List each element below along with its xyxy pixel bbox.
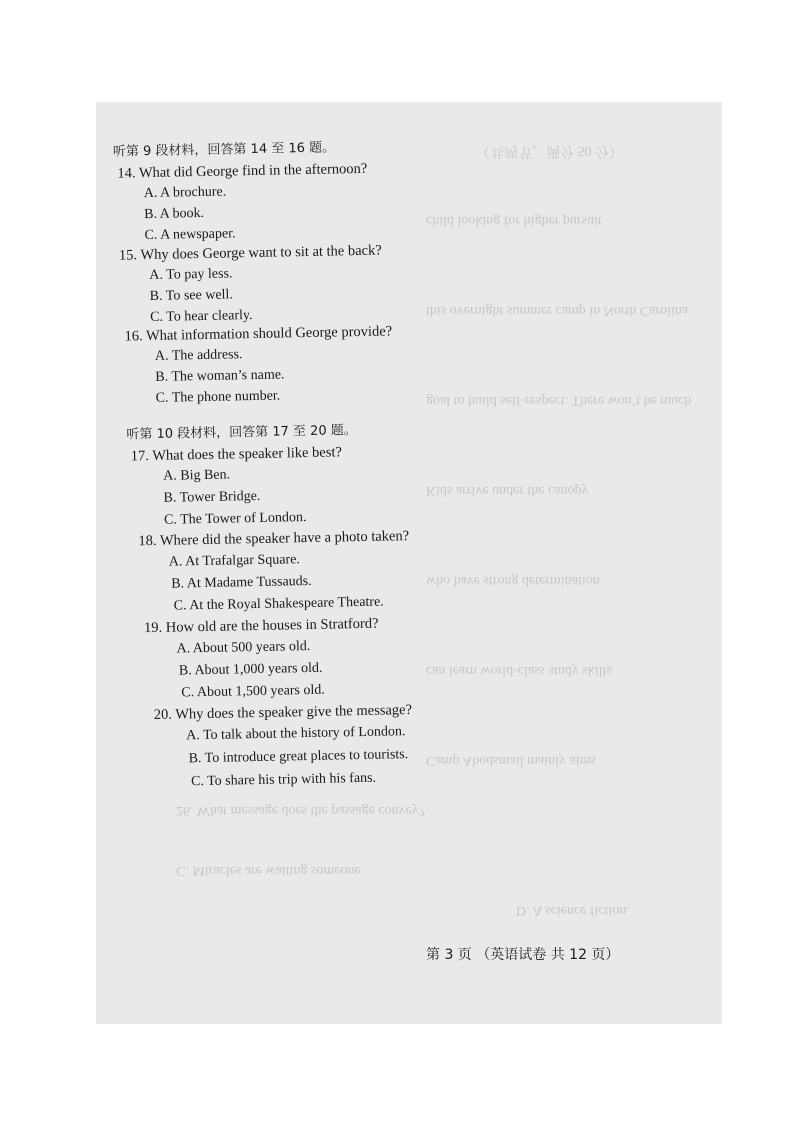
bleed-through-text: goal to build self-respect. There won’t be much	[426, 393, 692, 408]
answer-option: C. The phone number.	[155, 388, 281, 406]
bleed-through-text: D. A science fiction.	[516, 903, 630, 918]
bleed-through-text: Kids arrive under the canopy	[426, 483, 589, 498]
page-footer: 第 3 页 （英语试卷 共 12 页）	[426, 947, 620, 963]
answer-option: B. About 1,000 years old.	[178, 660, 323, 679]
answer-option: C. About 1,500 years old.	[181, 682, 325, 701]
question-stem: 16. What information should George provide?	[124, 323, 393, 345]
bleed-through-text: （共两节，满分 50 分）	[476, 143, 623, 158]
bleed-through-text: can learn world-class study skills	[426, 663, 612, 678]
answer-option: A. At Trafalgar Square.	[168, 552, 301, 570]
answer-option: B. The woman’s name.	[155, 367, 285, 385]
answer-option: B. Tower Bridge.	[163, 488, 261, 506]
bleed-through-text: child looking for higher pursuit	[426, 213, 602, 228]
bleed-through-text: C. Miracles are waiting someone	[176, 863, 361, 878]
question-stem: 20. Why does the speaker give the message?	[153, 702, 413, 724]
answer-option: A. Big Ben.	[163, 467, 231, 484]
answer-option: B. To see well.	[149, 287, 234, 305]
answer-option: A. To pay less.	[149, 266, 233, 284]
bleed-through-text: Camp Abodsmail mainly aims	[426, 753, 596, 768]
answer-option: B. A book.	[144, 205, 205, 223]
answer-option: C. At the Royal Shakespeare Theatre.	[173, 594, 384, 614]
bleed-through-text: who have strong determination	[426, 573, 600, 588]
exam-page	[96, 102, 722, 1024]
question-stem: 19. How old are the houses in Stratford?	[143, 615, 379, 637]
exam-content	[96, 102, 722, 1024]
bleed-through-text: this overnight summer camp in North Carolina	[426, 303, 689, 318]
answer-option: A. The address.	[154, 347, 243, 364]
answer-option: C. To share his trip with his fans.	[190, 770, 377, 790]
answer-option: B. To introduce great places to tourists.	[188, 747, 409, 767]
answer-option: B. At Madame Tussauds.	[171, 573, 312, 592]
answer-option: A. To talk about the history of London.	[186, 724, 406, 744]
answer-option: C. A newspaper.	[144, 226, 236, 244]
section-heading: 听第 10 段材料，回答第 17 至 20 题。	[126, 423, 357, 443]
question-stem: 15. Why does George want to sit at the back?	[118, 242, 382, 264]
question-stem: 17. What does the speaker like best?	[130, 444, 343, 465]
answer-option: A. A brochure.	[143, 184, 227, 202]
answer-option: C. The Tower of London.	[163, 510, 307, 528]
answer-option: C. To hear clearly.	[150, 308, 253, 325]
question-stem: 18. Where did the speaker have a photo taken?	[138, 528, 410, 550]
bleed-through-text: 26. What message does the passage convey?	[176, 803, 425, 818]
answer-option: A. About 500 years old.	[176, 638, 311, 657]
question-stem: 14. What did George find in the afternoon?	[117, 160, 368, 182]
section-heading: 听第 9 段材料，回答第 14 至 16 题。	[112, 140, 336, 160]
